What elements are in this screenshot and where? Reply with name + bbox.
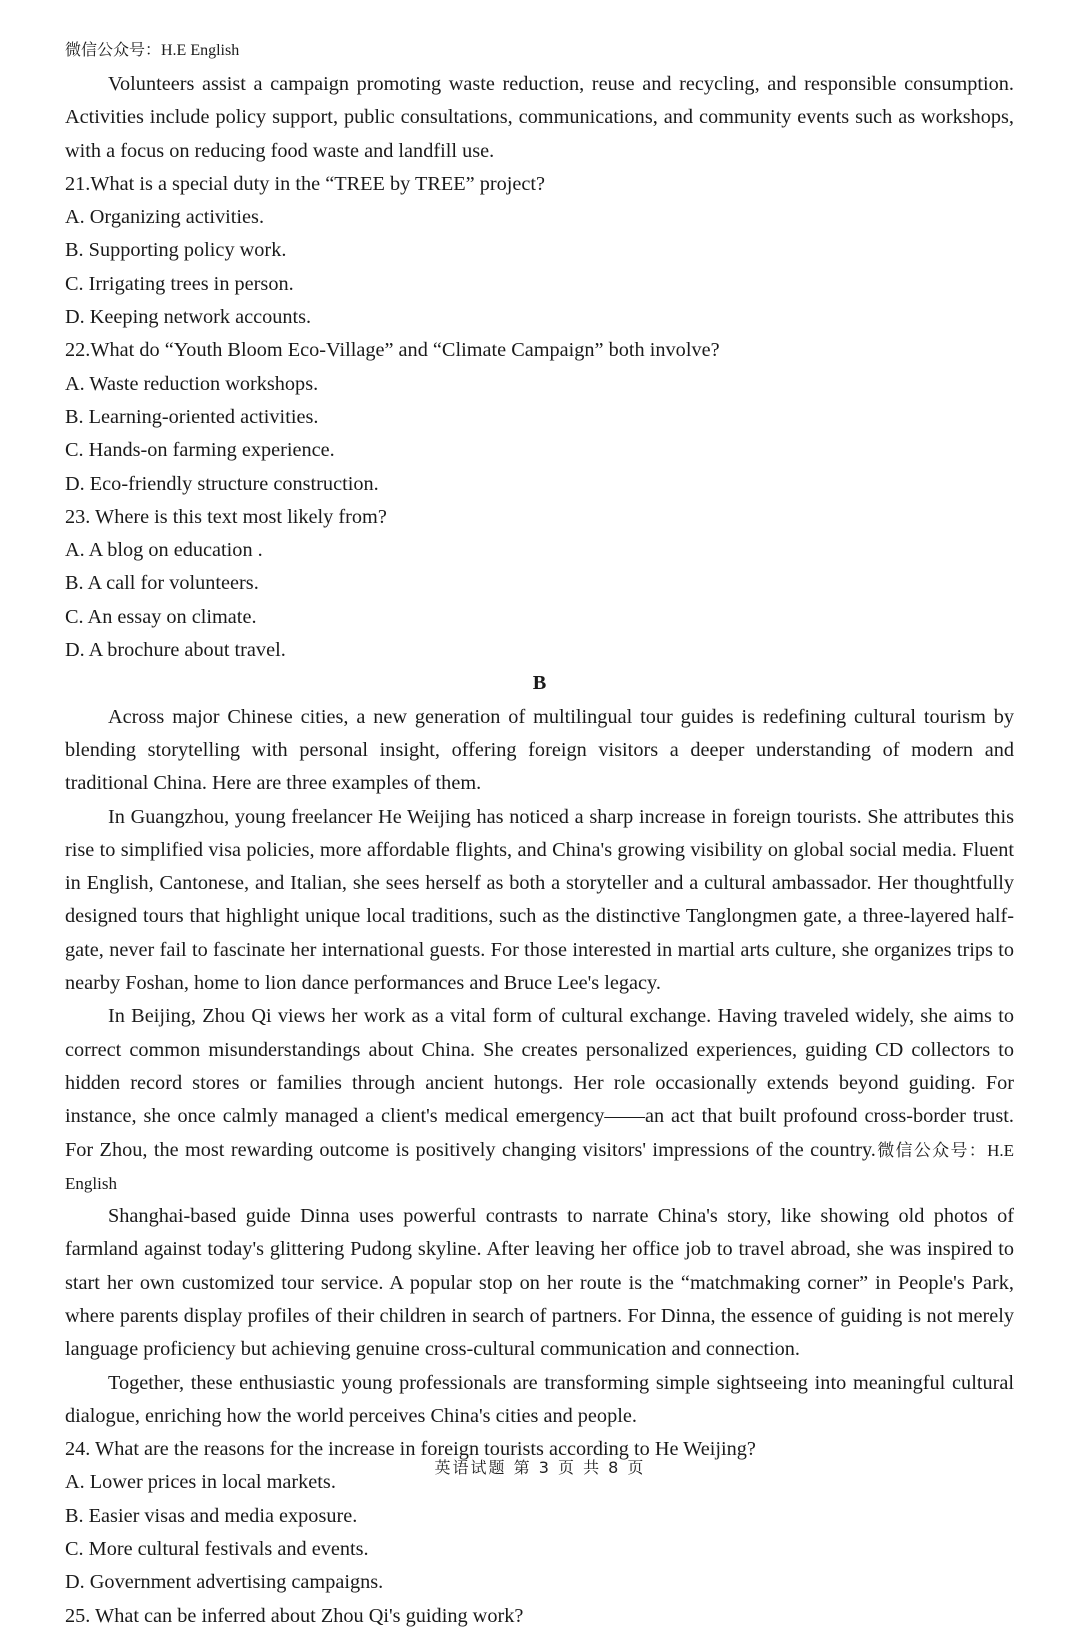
questions-section-a: [65, 168, 1014, 667]
answer-options: [65, 368, 1014, 501]
answer-options: [65, 1466, 1014, 1599]
answer-option: A. Waste reduction workshops.: [65, 372, 319, 395]
answer-option: C. More cultural festivals and events.: [65, 1538, 369, 1561]
passage-paragraph: In Guangzhou, young freelancer He Weijing has noticed a sharp increase in foreign tourists. She attributes this rise to simplified visa policies, more affordable flights, and China's growing visibility on global social media. Fluent in English, Cantonese, and Italian, she sees herself as both a storyteller and a cultural ambassador. Her thoughtfully designed tours that highlight unique local traditions, such as the distinctive Tanglongmen gate, a three-layered half-gate, never fail to fascinate her international guests. For those interested in martial arts culture, she organizes trips to nearby Foshan, home to lion dance performances and Bruce Lee's legacy.: [65, 805, 1014, 995]
answer-option: C. Irrigating trees in person.: [65, 272, 294, 295]
answer-option: D. Keeping network accounts.: [65, 306, 312, 329]
answer-option: D. A brochure about travel.: [65, 639, 286, 662]
answer-option: C. An essay on climate.: [65, 605, 257, 628]
question-stem: 23. Where is this text most likely from?: [65, 505, 387, 528]
answer-options: [65, 534, 1014, 667]
answer-option: B. A call for volunteers.: [65, 572, 259, 595]
document-body: [65, 68, 1014, 1633]
answer-options: [65, 201, 1014, 334]
answer-option: C. Hands-on farming experience.: [65, 439, 335, 462]
answer-option: B. Easier visas and media exposure.: [65, 1504, 358, 1527]
passage-paragraph: [65, 1000, 1014, 1200]
answer-option: D. Eco-friendly structure construction.: [65, 472, 379, 495]
passage-paragraph: Together, these enthusiastic young professionals are transforming simple sightseeing into meaningful cultural dialogue, enriching how the world perceives China's cities and people.: [65, 1371, 1014, 1427]
answer-option: B. Supporting policy work.: [65, 239, 287, 262]
answer-option: D. Government advertising campaigns.: [65, 1571, 384, 1594]
intro-paragraph: Volunteers assist a campaign promoting waste reduction, reuse and recycling, and responsible consumption. Activities include policy support, public consultations, communications, and community events such as workshops, with a focus on reducing food waste and landfill use.: [65, 73, 1014, 162]
inline-watermark-text: 微信公众号：H.E English: [65, 1140, 1014, 1193]
question-stem: 21.What is a special duty in the “TREE by TREE” project?: [65, 172, 546, 195]
answer-option: A. A blog on education .: [65, 539, 263, 562]
page-footer: 英语试题 第 3 页 共 8 页: [434, 1458, 646, 1477]
passage-text: In Beijing, Zhou Qi views her work as a vital form of cultural exchange. Having traveled widely, she aims to correct common misunderstandings about China. She creates personalized experiences, guiding CD collectors to hidden record stores or families through ancient hutongs. Her role occasionally extends beyond guiding. For instance, she once calmly managed a client's medical emergency——an act that built profound cross-border trust. For Zhou, the most rewarding outcome is positively changing visitors' impressions of the country.: [65, 1005, 1014, 1161]
answer-option: B. Learning-oriented activities.: [65, 405, 319, 428]
question-stem: 25. What can be inferred about Zhou Qi's guiding work?: [65, 1604, 524, 1627]
passage-paragraph: Shanghai-based guide Dinna uses powerful contrasts to narrate China's story, like showing old photos of farmland against today's glittering Pudong skyline. After leaving her office job to travel abroad, she was inspired to start her own customized tour service. A popular stop on her route is the “matchmaking corner” in People's Park, where parents display profiles of their children in search of partners. For Dinna, the essence of guiding is not merely language proficiency but achieving genuine cross-cultural communication and connection.: [65, 1205, 1014, 1361]
question-stem: 24. What are the reasons for the increase in foreign tourists according to He Weijing?: [65, 1438, 756, 1461]
question-stem: 22.What do “Youth Bloom Eco-Village” and “Climate Campaign” both involve?: [65, 339, 720, 362]
passage-paragraph: Across major Chinese cities, a new generation of multilingual tour guides is redefining cultural tourism by blending storytelling with personal insight, offering foreign visitors a deeper understanding of modern and traditional China. Here are three examples of them.: [65, 705, 1014, 795]
answer-option: A. Organizing activities.: [65, 206, 265, 229]
answer-option: A. Lower prices in local markets.: [65, 1471, 336, 1494]
header-watermark-text: 微信公众号：H.E English: [65, 42, 240, 59]
section-title: B: [532, 672, 547, 695]
